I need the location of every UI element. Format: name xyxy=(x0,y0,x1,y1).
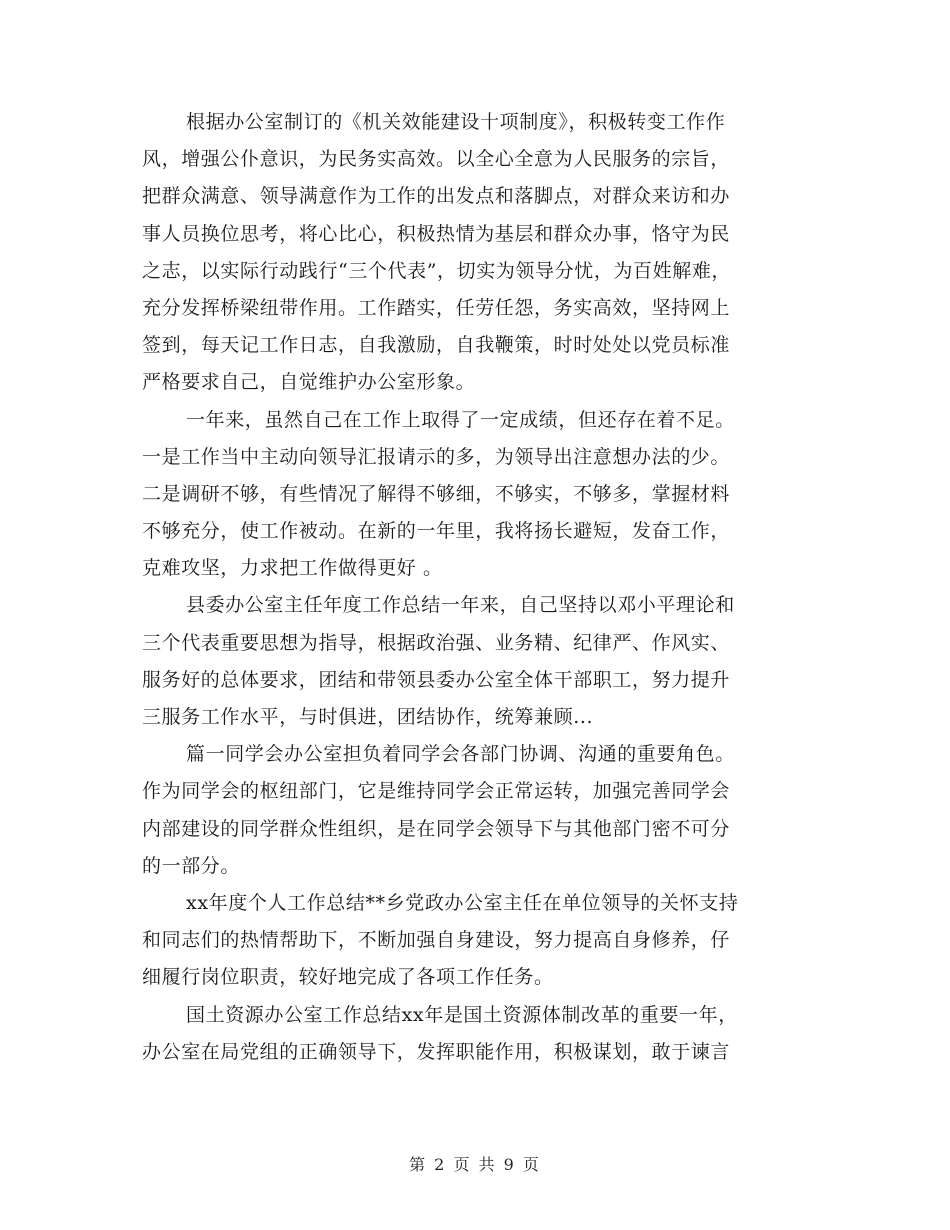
text-line: 三个代表重要思想为指导，根据政治强、业务精、纪律严、作风实、 xyxy=(142,631,731,654)
text-line: 签到，每天记工作日志，自我激励，自我鞭策，时时处处以党员标准 xyxy=(142,334,731,357)
text-line: 严格要求自己，自觉维护办公室形象。 xyxy=(142,371,476,394)
paragraph xyxy=(142,885,812,997)
text-line: 的一部分。 xyxy=(142,854,241,877)
text-line: 细履行岗位职责，较好地完成了各项工作任务。 xyxy=(142,966,554,989)
text-line: 二是调研不够，有些情况了解得不够细，不够实，不够多，掌握材料 xyxy=(142,482,731,505)
paragraph xyxy=(142,587,812,736)
document-body xyxy=(142,104,812,1071)
text-line: 服务好的总体要求，团结和带领县委办公室全体干部职工，努力提升 xyxy=(142,668,731,691)
paragraph xyxy=(142,736,812,885)
text-line: 一年来，虽然自己在工作上取得了一定成绩，但还存在着不足。 xyxy=(186,408,735,431)
page-number-footer: 第 2 页 共 9 页 xyxy=(409,1155,541,1174)
text-line: 克难攻坚，力求把工作做得更好 。 xyxy=(142,557,443,580)
text-line: 风，增强公仆意识，为民务实高效。以全心全意为人民服务的宗旨， xyxy=(142,148,731,171)
text-line: 县委办公室主任年度工作总结一年来，自己坚持以邓小平理论和 xyxy=(186,594,735,617)
paragraph xyxy=(142,104,812,402)
text-line: 把群众满意、领导满意作为工作的出发点和落脚点，对群众来访和办 xyxy=(142,185,731,208)
text-line: 办公室在局党组的正确领导下，发挥职能作用，积极谋划，敢于谏言 xyxy=(142,1040,731,1063)
text-line: 一是工作当中主动向领导汇报请示的多，为领导出注意想办法的少。 xyxy=(142,445,731,468)
text-line: xx年度个人工作总结**乡党政办公室主任在单位领导的关怀支持 xyxy=(186,891,739,914)
text-line: 不够充分，使工作被动。在新的一年里，我将扬长避短，发奋工作， xyxy=(142,520,731,543)
text-line: 和同志们的热情帮助下，不断加强自身建设，努力提高自身修养，仔 xyxy=(142,929,731,952)
paragraph xyxy=(142,402,812,588)
text-line: 作为同学会的枢纽部门，它是维持同学会正常运转，加强完善同学会 xyxy=(142,780,731,803)
text-line: 充分发挥桥梁纽带作用。工作踏实，任劳任怨，务实高效，坚持网上 xyxy=(142,296,731,319)
text-line: 篇一同学会办公室担负着同学会各部门协调、沟通的重要角色。 xyxy=(186,743,735,766)
text-line: 根据办公室制订的《机关效能建设十项制度》，积极转变工作作 xyxy=(186,111,726,133)
text-line: 之志，以实际行动践行“三个代表”，切实为领导分忧，为百姓解难， xyxy=(142,259,732,282)
text-line: 内部建设的同学群众性组织，是在同学会领导下与其他部门密不可分 xyxy=(142,817,731,840)
text-line: 三服务工作水平，与时俱进，团结协作，统筹兼顾... xyxy=(142,706,594,728)
paragraph xyxy=(142,997,812,1071)
text-line: 事人员换位思考，将心比心，积极热情为基层和群众办事，恪守为民 xyxy=(142,222,731,245)
text-line: 国土资源办公室工作总结xx年是国土资源体制改革的重要一年， xyxy=(186,1003,738,1026)
